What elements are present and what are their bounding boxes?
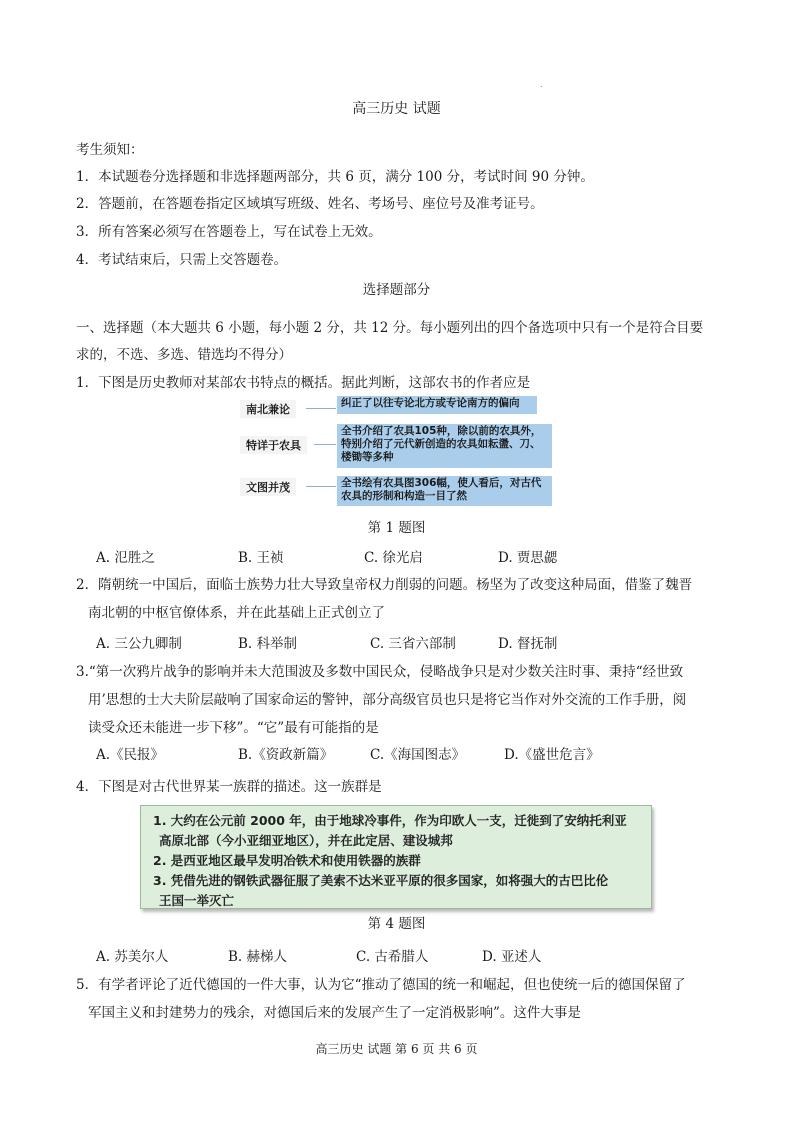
part-instructions-line: 一、选择题（本大题共 6 小题，每小题 2 分，共 12 分。每小题列出的四个备选项中只有一个是符合目要 [76, 320, 704, 336]
figure-row-text: 全书绘有农具图306幅，使人看后，对古代农具的形制和构造一目了然 [337, 476, 552, 506]
option-b: B.《资政新篇》 [238, 747, 334, 763]
option-a: A. 三公九卿制 [96, 636, 182, 652]
question-4-figure [140, 805, 652, 909]
figure-row-label: 南北兼论 [240, 400, 296, 418]
figure-line: 1. 大约在公元前 2000 年，由于地球冷事件，作为印欧人一支，迁徙到了安纳托利亚 [153, 813, 627, 828]
option-c: C. 徐光启 [364, 550, 423, 566]
notice-item: 2．答题前，在答题卷指定区域填写班级、姓名、考场号、座位号及准考证号。 [76, 196, 544, 212]
figure-line: 2. 是西亚地区最早发明冶铁术和使用铁器的族群 [153, 853, 421, 868]
option-a: A. 苏美尔人 [96, 949, 169, 965]
option-b: B. 王祯 [238, 550, 284, 566]
page-footer: 高三历史 试题 第 6 页 共 6 页 [315, 1042, 478, 1056]
question-4-stem: 4．下图是对古代世界某一族群的描述。这一族群是 [76, 779, 382, 795]
question-5-stem: 5．有学者评论了近代德国的一件大事，认为它“推动了德国的统一和崛起，但也使统一后的德国保留了 [76, 977, 686, 993]
option-d: D. 督抚制 [498, 636, 558, 652]
question-2-stem: 南北朝的中枢官僚体系，并在此基础上正式创立了 [88, 605, 385, 621]
option-a: A.《民报》 [96, 747, 165, 763]
option-d: D.《盛世危言》 [504, 747, 600, 763]
scan-dot: . [540, 80, 543, 89]
figure-row-label: 文图并茂 [240, 478, 296, 496]
question-3-stem: 读受众还未能进一步下移”。“它”最有可能指的是 [88, 720, 379, 736]
figure-row-text: 全书介绍了农具105种，除以前的农具外，特别介绍了元代新创造的农具如耘盪、刀、楼锄等多种 [337, 424, 552, 468]
page-title: 高三历史 试题 [352, 101, 441, 117]
question-1-caption: 第 1 题图 [367, 520, 426, 536]
connector-line [306, 408, 336, 409]
question-4-caption: 第 4 题图 [367, 916, 426, 932]
part-instructions-line: 求的，不选、多选、错选均不得分） [76, 347, 292, 363]
option-c: C. 三省六部制 [370, 636, 456, 652]
option-d: D. 贾思勰 [498, 550, 558, 566]
figure-line: 王国一举灭亡 [159, 893, 235, 908]
figure-row-label: 特详于农具 [240, 436, 307, 454]
question-1-stem: 1．下图是历史教师对某部农书特点的概括。据此判断，这部农书的作者应是 [76, 375, 531, 391]
notice-item: 3．所有答案必须写在答题卷上，写在试卷上无效。 [76, 224, 382, 240]
section-title: 选择题部分 [362, 282, 431, 298]
figure-line: 高原北部（今小亚细亚地区），并在此定居、建设城邦 [159, 833, 453, 848]
connector-line [314, 444, 336, 445]
question-1-figure [240, 394, 560, 508]
question-2-stem: 2．隋朝统一中国后，面临士族势力壮大导致皇帝权力削弱的问题。杨坚为了改变这种局面，借鉴了魏晋 [76, 577, 693, 593]
option-c: C. 古希腊人 [356, 949, 429, 965]
connector-line [306, 486, 336, 487]
notice-item: 4．考试结束后，只需上交答题卷。 [76, 252, 288, 268]
notice-item: 1．本试题卷分选择题和非选择题两部分，共 6 页，满分 100 分，考试时间 90 分钟。 [76, 169, 594, 185]
figure-row-text: 纠正了以往专论北方或专论南方的偏向 [337, 396, 537, 414]
notice-heading: 考生须知： [76, 142, 144, 158]
question-3-stem: 用’思想的士大夫阶层敲响了国家命运的警钟，部分高级官员也只是将它当作对外交流的工作手册，阅 [88, 692, 687, 708]
option-a: A. 氾胜之 [96, 550, 155, 566]
option-b: B. 科举制 [238, 636, 298, 652]
option-b: B. 赫梯人 [228, 949, 288, 965]
figure-line: 3. 凭借先进的钢铁武器征服了美索不达米亚平原的很多国家，如将强大的古巴比伦 [153, 873, 609, 888]
question-5-stem: 军国主义和封建势力的残余，对德国后来的发展产生了一定消极影响”。这件大事是 [88, 1005, 581, 1021]
option-c: C.《海国图志》 [370, 747, 466, 763]
question-3-stem: 3.“第一次鸦片战争的影响并未大范围波及多数中国民众，侵略战争只是对少数关注时事、秉持“经世致 [76, 664, 684, 680]
option-d: D. 亚述人 [482, 949, 542, 965]
